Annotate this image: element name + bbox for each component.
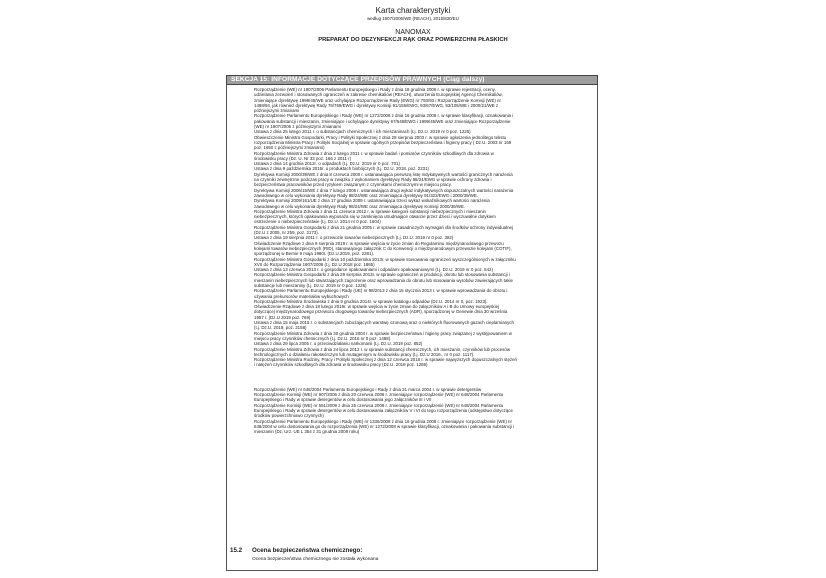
paragraph-gap: [254, 368, 590, 387]
regulation-line: Rozporządzenie Ministra Gospodarki z dnia 10 października 2013r. w sprawie stosowania ograniczeń wyszczególnionych w załączniku: [254, 256, 516, 262]
document-header: [0, 6, 826, 44]
regulation-line: substancje lub mieszaniny (t.j. Dz.U. 2019 nr 0 poz. 1226): [254, 282, 367, 288]
regulation-line: 1957 r. (Dz.U 2019 poz. 769): [254, 314, 311, 320]
doc-type: Karta charakterystyki: [375, 6, 451, 15]
regulation-line: (Dz.U z 2005, nr 259, poz. 2173).: [254, 230, 319, 236]
regulation-line: technologicznych o działaniu rakotwórczym lub mutagennym w środowisku pracy (t.j. Dz.U 2016., nr 0 poz. 1117).: [254, 351, 475, 357]
regulation-line: bezpieczeństwa pracowników przed ryzykiem związanym z czynnikami chemicznymi w miejscu pracy.: [254, 182, 452, 188]
regulation-line: Rozporządzenie Ministra Zdrowia z dnia 11 czerwca 2012 r. w sprawie kategorii substancji niebezpiecznych i mieszanin: [254, 208, 486, 214]
regulation-line: zawodowego w celu wykonania dyrektywy Rady 98/24/WE oraz zmieniająca dyrektywy 91/322/EWG i 2000/39/WE.: [254, 192, 479, 198]
regulation-line: Europejskiego i Rady w sprawie detergentów w celu dostosowania jego załączników III i VII: [254, 397, 432, 403]
subsection-heading: [230, 547, 590, 555]
subsection-number: 15.2: [230, 547, 243, 554]
regulation-line: Rozporządzenie Parlamentu Europejskiego i Rady (WE) nr 1336/2008 z dnia 16 grudnia 2008 r. zmieniające rozporządzenie (WE) nr: [254, 418, 512, 424]
section-title: SEKCJA 15: INFORMACJE DOTYCZĄCE PRZEPISÓW PRAWNYCH (Ciąg dalszy): [231, 76, 485, 83]
regulation-line: ostrzeżenie o niebezpieczeństwie (t.j. Dz.U. 2014 nr 0 poz. 1604): [254, 219, 381, 225]
subsection-text: Ocena bezpieczeństwa chemicznego nie została wykonana: [252, 557, 379, 562]
subsection-title: Ocena bezpieczeństwa chemicznego:: [252, 547, 363, 554]
regulation-line: środowisku pracy (Dz. U. Nr 33 poz. 166 z 2011 r): [254, 155, 352, 161]
regulation-line: rozporządzenia Ministra Pracy i Polityki Socjalnej w sprawie ogólnych przepisów bezpieczeństwa i higieny pracy ( Dz.U. 2003 nr 169: [254, 139, 512, 145]
regulation-line: zmieniające dyrektywę 1999/45/WE oraz uchylające Rozporządzenie Rady (EWG) nr 793/93 i Rozporządzenie Komisji (WE) nr: [254, 97, 501, 103]
regulation-line: Europejskiego i Rady w sprawie detergentów w celu dostosowania załączników V i VI do tego rozporządzenia (odstępstwo dotyczące: [254, 407, 513, 413]
regulation-line: późniejszymi zmianami: [254, 108, 300, 114]
regulation-line: 1488/94, jak również dyrektywę Rady 76/769/EWG i dyrektywy Komisji 91/155/EWG, 93/67/EWG, 93/105/WE i 2000/21/WE z: [254, 102, 499, 108]
regulation-line: Rozporządzenie Ministra Zdrowia z dnia 2 lutego 2011 r. w sprawie badań i pomiarów czynników szkodliwych dla zdrowia w: [254, 150, 494, 156]
regulation-line: Dyrektywa Komisji 2009/161/UE z dnia 17 grudnia 2009 r. ustanawiająca trzeci wykaz wskaźnikowych wartości narażenia: [254, 198, 490, 204]
regulation-line: poz. 1650 z późniejszymi zmianami): [254, 145, 325, 151]
regulations-detergent: [254, 387, 590, 435]
regulation-line: Rozporządzenie Komisji (WE) nr 551/2009 z dnia 25 czerwca 2009 r. zmieniające rozporządzenie (WE) nr 648/2004 Parlamentu: [254, 402, 504, 408]
regulation-line: Ustawa z dnia 13 czerwca 2013 r. o gospodarce opakowaniami i odpadami opakowaniowymi (t.j. Dz.U. 2019 nr 0 poz. 542): [254, 267, 493, 273]
regulation-line: kolejami towarów niebezpiecznych (RID), stanowiącego załącznik C do Konwencji o międzynarodowym przewozie kolejami (COTIF),: [254, 245, 512, 251]
regulation-line: Obwieszczenie Ministra Gospodarki, Pracy i Polityki Społecznej z dnia 28 sierpnia 2003 r. w sprawie ogłoszenia jednolitego tekstu: [254, 134, 507, 140]
regulation-line: Dyrektywa Komisji 2000/39/WE z dnia 8 czerwca 2000 r. ustanawiająca pierwszą listę indykatywnych wartości granicznych narażenia: [254, 171, 513, 177]
regulation-line: Ustawa z dnia 14 grudnia 2012r. o odpadach (t.j. Dz.U. 2019 nr 0 poz. 701): [254, 161, 400, 167]
regulation-line: Rozporządzenie Parlamentu Europejskiego i Rady (UE) nr 98/2013 z dnia 15 stycznia 2013 r. w sprawie wprowadzania do obrotu i: [254, 288, 508, 294]
regulation-line: mieszanin niebezpiecznych lub stwarzających zagrożenie oraz wprowadzania do obrotu lub stosowania wyrobów zawierających takie: [254, 277, 513, 283]
regulation-line: pakowania substancji i mieszanin, zmieniające i uchylające dyrektywy 67/548/EWG i 1999/45/WE oraz zmieniające Rozporządzenie: [254, 118, 511, 124]
regulation-line: używania prekursorów materiałów wybuchowych: [254, 293, 349, 299]
regulation-line: Rozporządzenie Ministra Rodziny, Pracy i Polityki Społecznej z dnia 12 czerwca 2018 r. w sprawie najwyższych dopuszczalnych stężeń: [254, 357, 517, 363]
regulation-line: udzielania zezwoleń i stosowanych ograniczeń w zakresie chemikaliów (REACH), utworzenia Europejskiej Agencji Chemikaliów,: [254, 92, 503, 98]
regulation-line: Ustawa z dnia 19 sierpnia 2011 r. o przewozie towarów niebezpiecznych (t.j. Dz.U. 2019 nr 0 poz. 382): [254, 235, 454, 241]
regulation-line: 648/2004 w celu dostosowania go do rozporządzenia (WE) nr 1272/2008 w sprawie klasyfikacji, oznakowania i pakowania substancji i: [254, 423, 515, 429]
regulation-line: zawodowego w celu wykonania dyrektywy Rady 98/24/WE oraz zmieniająca dyrektywę Komisji 2000/39/WE.: [254, 203, 466, 209]
regulation-line: Rozporządzenie Ministra Środowiska z dnia 9 grudnia 2014r. w sprawie katalogu odpadów (Dz.U. 2014 nr 0, poz. 1923).: [254, 298, 488, 304]
product-description: PREPARAT DO DEZYNFEKCJI RĄK ORAZ POWIERZCHNI PŁASKICH: [318, 37, 508, 43]
regulation-line: Rozporządzenie Ministra Gospodarki z dnia 21 grudnia 2005 r. w sprawie zasadniczych wymagań dla środków ochrony indywidualnej: [254, 224, 513, 230]
regulation-line: na czynniki zewnętrzne podczas pracy w związku z wykonaniem dyrektywy Rady 98/24/EWG w sprawie ochrony zdrowia i: [254, 177, 492, 183]
regulation-line: mieszanin (Dz. Urz. UE L 354 z 31 grudnia 2008 roku): [254, 429, 360, 435]
regulation-line: Rozporządzenie (WE) nr 1907/2006 Parlamentu Europejskiego i Rady z dnia 18 grudnia 2006 r. w sprawie rejestracji, oceny,: [254, 87, 496, 92]
regulation-line: niebezpiecznych, których opakowania wyposaża się w zamknięcia utrudniające otwarcie przez dzieci i wyczuwalne dotykiem: [254, 214, 496, 220]
regulation-line: Oświadczenie Rządowe z dnia 18 lutego 2019r. w sprawie wejścia w życie zmian do załączników A i B do Umowy europejskiej: [254, 304, 500, 310]
regulation-line: Dyrektywa Komisji 2006/15/WE z dnia 7 lutego 2006 r. ustanawiająca drugi wykaz indykatywnych dopuszczalnych wartości narażenia: [254, 187, 514, 193]
regulation-line: Rozporządzenie Parlamentu Europejskiego i Rady (WE) nr 1272/2008 z dnia 16 grudnia 2008 r. w sprawie klasyfikacji, oznakowania i: [254, 113, 514, 119]
regulation-line: Rozporządzenie Komisji (WE) nr 907/2006 z dnia 20 czerwca 2006 r. zmieniające rozporządzenie (WE) nr 648/2004 Parlamentu: [254, 392, 504, 398]
regulation-line: dotyczącej międzynarodowego przewozu drogowego towarów niebezpiecznych (ADR), sporządzonej w Genewie dnia 30 września: [254, 309, 508, 315]
section-15-title-bar: [226, 75, 598, 85]
regulation-line: i natężeń czynników szkodliwych dla zdrowia w środowisku pracy (Dz.U. 2018 poz. 1286): [254, 362, 428, 368]
regulation-line: Rozporządzenie Ministra Gospodarki z dnia 29 sierpnia 2013r. w sprawie ograniczeń w produkcji, obrotu lub stosowania substancji i: [254, 272, 510, 278]
regulations-list: [254, 87, 590, 434]
regulation-line: (WE) nr 1907/2006 z późniejszymi zmianami: [254, 124, 341, 130]
regulation-line: XVII do Rozporządzenia 1907/2006 (t.j. Dz.U 2018 poz. 1865): [254, 261, 375, 267]
regulation-line: Oświadczenie Rządowe z dnia 9 sierpnia 2019 r. w sprawie wejścia w życie zmian do Regulaminu międzynarodowego przewozu: [254, 240, 504, 246]
regulation-line: sporządzonej w Bernie 9 maja 1980r. (Dz.U.2019, poz. 2281).: [254, 251, 375, 257]
regulation-line: Ustawa z dnia 15 maja 2015 r. o substancjach zubożających warstwę ozonową oraz o niektórych fluorowanych gazach cieplarnianych: [254, 320, 514, 326]
regulation-line: Ustawa z dnia 29 lipca 2005 r. o przeciwdziałaniu narkomanii (t.j. Dz.U. 2019 poz. 852): [254, 341, 423, 347]
product-name: NANOMAX: [395, 29, 431, 36]
regulation-line: Rozporządzenie Ministra Zdrowia z dnia 30 grudnia 2004 r. w sprawie bezpieczeństwa i higieny pracy związanej z występowaniem w: [254, 330, 512, 336]
regulation-line: środków powierzchniowo czynnych): [254, 413, 324, 419]
regulation-line: Ustawa z dnia 25 lutego 2011 r. o substancjach chemicznych i ich mieszaninach (t.j. Dz.U. 2019 nr 0 poz. 1225): [254, 129, 471, 135]
regulations-main: [254, 87, 590, 368]
regulation-reference: według 1907/2006/WE (REACH), 2015/830/EU: [367, 16, 459, 21]
regulation-line: miejscu pracy czynników chemicznych (t.j. Dz.U. 2016 nr 0 poz. 1488): [254, 335, 391, 341]
regulation-line: Rozporządzenie (WE) nr 648/2004 Parlamentu Europejskiego i Rady z dnia 31 marca 2004 r. w sprawie detergentów: [254, 386, 482, 392]
regulation-line: Ustawa z dnia 9 października 2015r. o produktach biobójczych (t.j. Dz.U. 2018, poz. 2231): [254, 166, 429, 172]
regulation-line: Rozporządzenie Ministra Zdrowia z dnia 24 lipca 2012 r. w sprawie substancji chemicznych, ich mieszanin, czynników lub procesów: [254, 346, 510, 352]
regulation-line: (t.j. Dz.U. 2019, poz. 2158): [254, 325, 307, 331]
